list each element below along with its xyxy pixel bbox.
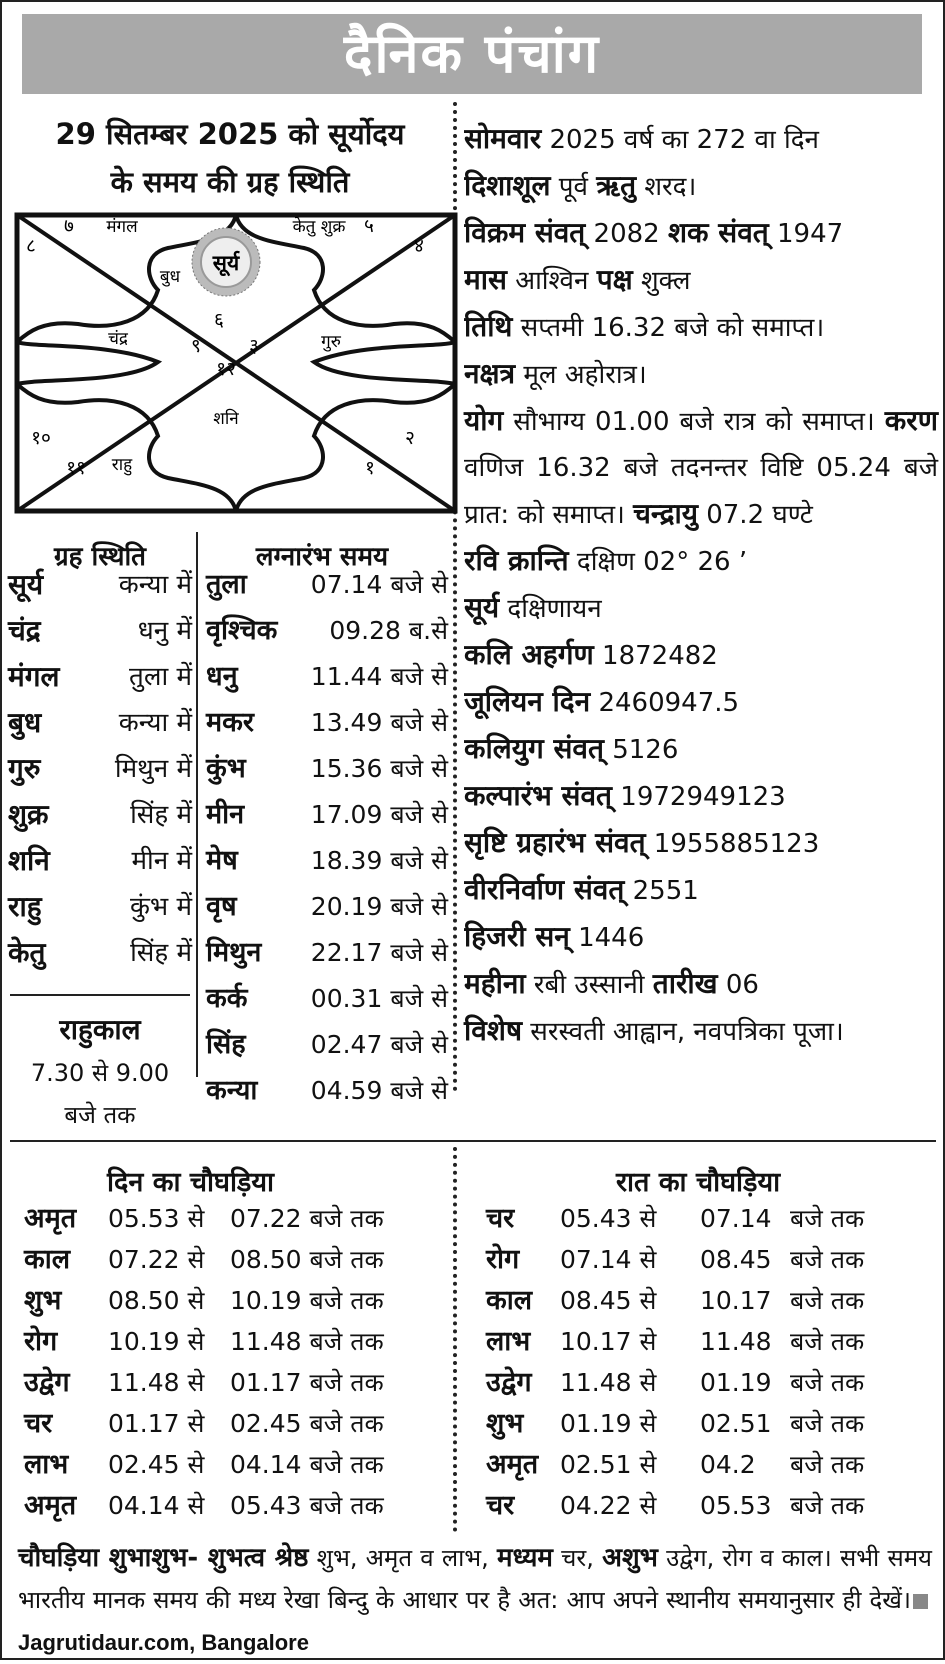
surya-line [464, 585, 938, 632]
choghadiya-suffix: बजे तक [790, 1450, 865, 1479]
house-4: ४ [414, 235, 424, 257]
table-row [24, 1444, 444, 1485]
vikram-value: 2082 [585, 219, 668, 249]
choghadiya-to: 11.48 बजे तक [230, 1327, 384, 1356]
lagna-row [206, 930, 448, 976]
dishashool-label: दिशाशूल [464, 169, 551, 202]
choghadiya-suffix: बजे तक [790, 1327, 865, 1356]
lagna-row [206, 884, 448, 930]
choghadiya-name: रोग [486, 1244, 520, 1275]
lagna-name: मकर [206, 707, 254, 738]
tithi-line [464, 304, 938, 351]
graha-row [8, 930, 192, 976]
choghadiya-from: 02.45 से [108, 1450, 205, 1479]
lagna-time: 09.28 ब.से [329, 616, 448, 645]
kali-ahargan-line [464, 632, 938, 679]
lagna-row [206, 654, 448, 700]
srishti-label: सृष्टि ग्रहारंभ संवत् [464, 826, 646, 859]
choghadiya-from: 02.51 से [560, 1450, 657, 1479]
choghadiya-name: चर [486, 1490, 515, 1521]
table-row [24, 1362, 444, 1403]
choghadiya-to: 08.45 [700, 1245, 772, 1274]
graha-sign: कुंभ में [129, 892, 192, 922]
planet-mangal: मंगल [106, 217, 138, 237]
paksh-label: पक्ष [596, 263, 633, 296]
lagna-time: 22.17 बजे से [310, 938, 448, 967]
nakshatra-value: मूल अहोरात्र। [515, 360, 647, 390]
lagna-row [206, 562, 448, 608]
graha-lagna-divider [196, 532, 198, 1077]
choghadiya-name: लाभ [486, 1326, 531, 1357]
note-label-ashubh: अशुभ [602, 1543, 658, 1573]
choghadiya-from: 05.43 से [560, 1204, 657, 1233]
ritu-label: ऋतु [596, 169, 637, 202]
house-7: ७ [64, 215, 74, 237]
choghadiya-name: अमृत [486, 1449, 539, 1480]
note-label-shubh: चौघड़िया शुभाशुभ- शुभत्व श्रेष्ठ [18, 1543, 309, 1573]
graha-name: बुध [8, 706, 42, 739]
sun-label: सूर्य [212, 251, 240, 275]
lagna-name: वृश्चिक [206, 615, 278, 646]
choghadiya-name: अमृत [24, 1490, 77, 1521]
page-title: दैनिक पंचांग [22, 14, 922, 94]
choghadiya-from: 10.19 से [108, 1327, 205, 1356]
graha-name: शनि [8, 844, 50, 877]
julian-value: 2460947.5 [590, 688, 740, 718]
table-row [24, 1321, 444, 1362]
mahina-label: महीना [464, 967, 526, 1000]
choghadiya-to: 07.22 बजे तक [230, 1204, 384, 1233]
surya-value: दक्षिणायन [499, 594, 602, 624]
vaar-label: सोमवार [464, 122, 542, 155]
choghadiya-name: काल [24, 1244, 71, 1275]
graha-sign: कन्या में [118, 570, 192, 600]
choghadiya-to: 10.17 [700, 1286, 772, 1315]
graha-name: सूर्य [8, 568, 44, 601]
graha-row [8, 838, 192, 884]
sun-icon [192, 228, 260, 296]
lagnarambh-title: लग्नारंभ समय [255, 542, 389, 572]
table-row [486, 1485, 936, 1526]
ravi-kranti-line [464, 538, 938, 585]
lagna-name: कन्या [206, 1075, 258, 1106]
choghadiya-suffix: बजे तक [790, 1409, 865, 1438]
choghadiya-from: 07.14 से [560, 1245, 657, 1274]
lagna-time: 18.39 बजे से [310, 846, 448, 875]
table-row [486, 1362, 936, 1403]
choghadiya-name: शुभ [24, 1285, 62, 1316]
choghadiya-name: चर [24, 1408, 53, 1439]
choghadiya-name: रोग [24, 1326, 58, 1357]
choghadiya-from: 11.48 से [560, 1368, 657, 1397]
rahukaal-line-2: बजे तक [64, 1101, 136, 1129]
table-row [24, 1280, 444, 1321]
graha-sign: मिथुन में [114, 754, 192, 784]
graha-sthiti-list [8, 562, 192, 976]
choghadiya-to: 11.48 [700, 1327, 772, 1356]
choghadiya-to: 04.14 बजे तक [230, 1450, 384, 1479]
lagna-name: सिंह [206, 1029, 246, 1060]
paksh-value: शुक्ल [632, 266, 691, 296]
julian-line [464, 679, 938, 726]
choghadiya-name: चर [486, 1203, 515, 1234]
graha-name: राहु [8, 890, 42, 923]
kali-ahargan-label: कलि अहर्गण [464, 638, 594, 671]
hijri-value: 1446 [569, 923, 645, 953]
graha-name: गुरु [8, 752, 41, 785]
graha-name: चंद्र [8, 614, 41, 647]
lagna-time: 00.31 बजे से [310, 984, 448, 1013]
raat-choghadiya-table [486, 1198, 936, 1526]
heading-line-1: 29 सितम्बर 2025 को सूर्योदय [55, 117, 405, 151]
nakshatra-label: नक्षत्र [464, 357, 516, 390]
square-icon [913, 1594, 928, 1609]
kalparambh-line [464, 773, 938, 820]
vishesh-label: विशेष [464, 1014, 523, 1047]
choghadiya-from: 07.22 से [108, 1245, 205, 1274]
lagna-row [206, 1022, 448, 1068]
note-text-1: शुभ, अमृत व लाभ, [308, 1544, 498, 1572]
kalparambh-value: 1972949123 [612, 782, 786, 812]
kundli-curve-bottom-right [236, 384, 455, 511]
planet-shani: शनि [213, 409, 239, 429]
vishesh-value: सरस्वती आह्वान, नवपत्रिका पूजा। [522, 1017, 844, 1047]
house-5: ५ [364, 215, 374, 237]
yog-value: सौभाग्य 01.00 बजे रात्र को समाप्त। [503, 407, 885, 437]
kundli-curve-left [17, 342, 158, 384]
graha-sign: कन्या में [118, 708, 192, 738]
samvat-line [464, 210, 938, 257]
table-row [486, 1198, 936, 1239]
dishashool-value: पूर्व [550, 172, 597, 202]
karan-label: करण [884, 404, 938, 437]
kali-ahargan-value: 1872482 [593, 641, 718, 671]
yog-label: योग [464, 404, 504, 437]
choghadiya-to: 02.51 [700, 1409, 772, 1438]
house-6: ६ [214, 309, 224, 331]
graha-sign: तुला में [129, 662, 192, 692]
choghadiya-name: उद्वेग [486, 1367, 532, 1398]
maas-value: आश्विन [506, 266, 597, 296]
din-choghadiya-table [24, 1198, 444, 1526]
choghadiya-from: 10.17 से [560, 1327, 657, 1356]
graha-sign: मीन में [131, 846, 192, 876]
choghadiya-from: 04.22 से [560, 1491, 657, 1520]
lagna-row [206, 700, 448, 746]
julian-label: जूलियन दिन [464, 685, 591, 718]
choghadiya-from: 01.19 से [560, 1409, 657, 1438]
vishesh-paragraph [464, 1008, 938, 1055]
kalparambh-label: कल्पारंभ संवत् [464, 779, 613, 812]
lagna-row [206, 838, 448, 884]
veernirvan-value: 2551 [624, 876, 699, 906]
choghadiya-suffix: बजे तक [790, 1491, 865, 1520]
graha-row [8, 884, 192, 930]
veernirvan-label: वीरनिर्वाण संवत् [464, 873, 625, 906]
graha-sthiti-heading [10, 110, 450, 206]
karan-value: वणिज 16.32 बजे तदनन्तर विष्टि 05.24 बजे प्रात: को समाप्त। [464, 453, 938, 530]
lagna-name: मिथुन [206, 937, 262, 968]
shak-label: शक संवत् [667, 216, 769, 249]
kaliyug-value: 5126 [603, 735, 679, 765]
veernirvan-line [464, 867, 938, 914]
vaar-line [464, 116, 938, 163]
table-row [486, 1403, 936, 1444]
tarikh-label: तारीख [652, 967, 718, 1000]
graha-row [8, 608, 192, 654]
table-row [486, 1280, 936, 1321]
choghadiya-from: 11.48 से [108, 1368, 205, 1397]
house-9: ९ [191, 335, 201, 357]
graha-row [8, 746, 192, 792]
lagna-name: तुला [206, 569, 247, 600]
lagna-row [206, 746, 448, 792]
hijri-label: हिजरी सन् [464, 920, 570, 953]
table-row [24, 1239, 444, 1280]
house-2: २ [405, 427, 415, 449]
house-8: ८ [26, 235, 36, 257]
choghadiya-to: 10.19 बजे तक [230, 1286, 384, 1315]
choghadiya-from: 05.53 से [108, 1204, 205, 1233]
planet-budh: बुध [159, 267, 181, 287]
choghadiya-name: शुभ [486, 1408, 524, 1439]
vikram-label: विक्रम संवत् [464, 216, 586, 249]
planet-ketu-shukra: केतु शुक्र [292, 217, 346, 237]
rahukaal-time [8, 1052, 192, 1136]
choghadiya-name: काल [486, 1285, 533, 1316]
lagna-time: 13.49 बजे से [310, 708, 448, 737]
din-choghadiya-title: दिन का चौघड़िया [107, 1167, 275, 1198]
maas-line [464, 257, 938, 304]
choghadiya-from: 08.50 से [108, 1286, 205, 1315]
table-row [486, 1444, 936, 1485]
lagna-name: कर्क [206, 983, 248, 1014]
kundli-svg [14, 212, 458, 514]
note-label-madhyam: मध्यम [497, 1543, 553, 1573]
table-row [24, 1198, 444, 1239]
graha-row [8, 792, 192, 838]
source-credit: Jagrutidaur.com, Bangalore [18, 1630, 309, 1655]
lagna-time: 07.14 बजे से [310, 570, 448, 599]
choghadiya-divider [10, 1140, 936, 1142]
choghadiya-from: 08.45 से [560, 1286, 657, 1315]
rahukaal-line-1: 7.30 से 9.00 [30, 1059, 170, 1087]
lagnarambh-list [206, 562, 448, 1114]
chandrayu-label: चन्द्रायु [633, 497, 698, 530]
graha-sign: सिंह में [130, 800, 192, 830]
graha-sign: धनु में [137, 616, 192, 646]
choghadiya-suffix: बजे तक [790, 1245, 865, 1274]
house-11: ११ [66, 457, 86, 479]
table-row [486, 1321, 936, 1362]
planet-rahu: राहु [111, 455, 133, 475]
choghadiya-suffix: बजे तक [790, 1286, 865, 1315]
lagna-name: वृष [206, 891, 237, 922]
choghadiya-note [18, 1537, 932, 1664]
house-12: १२ [216, 358, 236, 380]
rahukaal-title: राहुकाल [59, 1013, 141, 1046]
choghadiya-to: 04.2 [700, 1450, 756, 1479]
shak-value: 1947 [768, 219, 844, 249]
lagna-time: 02.47 बजे से [310, 1030, 448, 1059]
graha-row [8, 654, 192, 700]
house-10: १० [31, 427, 51, 449]
choghadiya-to: 01.19 [700, 1368, 772, 1397]
surya-label: सूर्य [464, 591, 500, 624]
choghadiya-name: अमृत [24, 1203, 77, 1234]
lagna-name: मेष [206, 845, 238, 876]
table-row [24, 1403, 444, 1444]
graha-row [8, 700, 192, 746]
srishti-value: 1955885123 [645, 829, 820, 859]
lagna-row [206, 792, 448, 838]
rahukaal-divider [10, 994, 190, 996]
graha-sthiti-title: ग्रह स्थिति [53, 542, 147, 572]
hijri-line [464, 914, 938, 961]
kaliyug-line [464, 726, 938, 773]
lagna-name: कुंभ [206, 753, 246, 784]
choghadiya-to: 05.53 [700, 1491, 772, 1520]
house-3: ३ [249, 335, 259, 357]
lagna-row [206, 976, 448, 1022]
dishashool-line [464, 163, 938, 210]
lagna-time: 15.36 बजे से [310, 754, 448, 783]
lagna-time: 04.59 बजे से [310, 1076, 448, 1105]
choghadiya-suffix: बजे तक [790, 1204, 865, 1233]
nakshatra-line [464, 351, 938, 398]
tithi-value: सप्तमी 16.32 बजे को समाप्त। [512, 313, 825, 343]
table-row [486, 1239, 936, 1280]
tithi-label: तिथि [464, 310, 513, 343]
lagna-name: मीन [206, 799, 245, 830]
yog-karan-paragraph [464, 398, 938, 538]
note-text-2: चर, [552, 1544, 603, 1572]
lagna-time: 20.19 बजे से [310, 892, 448, 921]
table-row [24, 1485, 444, 1526]
lagna-row [206, 608, 448, 654]
choghadiya-to: 05.43 बजे तक [230, 1491, 384, 1520]
ravi-kranti-label: रवि क्रान्ति [464, 544, 569, 577]
graha-row [8, 562, 192, 608]
graha-sign: सिंह में [130, 938, 192, 968]
graha-name: केतु [8, 936, 46, 969]
planet-chandra: चंद्र [108, 329, 128, 349]
vaar-value: 2025 वर्ष का 272 वा दिन [541, 125, 819, 155]
choghadiya-to: 07.14 [700, 1204, 772, 1233]
choghadiya-to: 08.50 बजे तक [230, 1245, 384, 1274]
srishti-line [464, 820, 938, 867]
mahina-line [464, 961, 938, 1008]
choghadiya-name: लाभ [24, 1449, 69, 1480]
choghadiya-to: 02.45 बजे तक [230, 1409, 384, 1438]
lagna-time: 11.44 बजे से [310, 662, 448, 691]
choghadiya-from: 04.14 से [108, 1491, 205, 1520]
kundli-chart [14, 212, 458, 514]
raat-choghadiya-title: रात का चौघड़िया [616, 1167, 781, 1198]
choghadiya-name: उद्वेग [24, 1367, 70, 1398]
kaliyug-label: कलियुग संवत् [464, 732, 604, 765]
planet-guru: गुरु [321, 332, 341, 352]
lagna-name: धनु [206, 661, 238, 692]
chandrayu-value: 07.2 घण्टे [697, 500, 813, 530]
graha-name: मंगल [8, 660, 60, 693]
ritu-value: शरद। [636, 172, 697, 202]
panchang-details [464, 116, 938, 1055]
choghadiya-to: 01.17 बजे तक [230, 1368, 384, 1397]
choghadiya-from: 01.17 से [108, 1409, 205, 1438]
maas-label: मास [464, 263, 507, 296]
note-text-3: उद्वेग, रोग व काल। सभी समय भारतीय मानक समय की मध्य रेखा बिन्दु के आधार पर है अत: आप अपने स्थानीय समयानुसार ही देखें। [18, 1544, 932, 1614]
lagna-row [206, 1068, 448, 1114]
house-1: १ [365, 457, 375, 479]
ravi-kranti-value: दक्षिण 02° 26 ’ [568, 547, 748, 577]
choghadiya-suffix: बजे तक [790, 1368, 865, 1397]
tarikh-value: 06 [717, 970, 759, 1000]
heading-line-2: के समय की ग्रह स्थिति [110, 165, 350, 199]
mahina-value: रबी उस्सानी [525, 970, 653, 1000]
lagna-time: 17.09 बजे से [310, 800, 448, 829]
graha-name: शुक्र [8, 798, 49, 831]
choghadiya-center-divider [453, 1147, 457, 1532]
